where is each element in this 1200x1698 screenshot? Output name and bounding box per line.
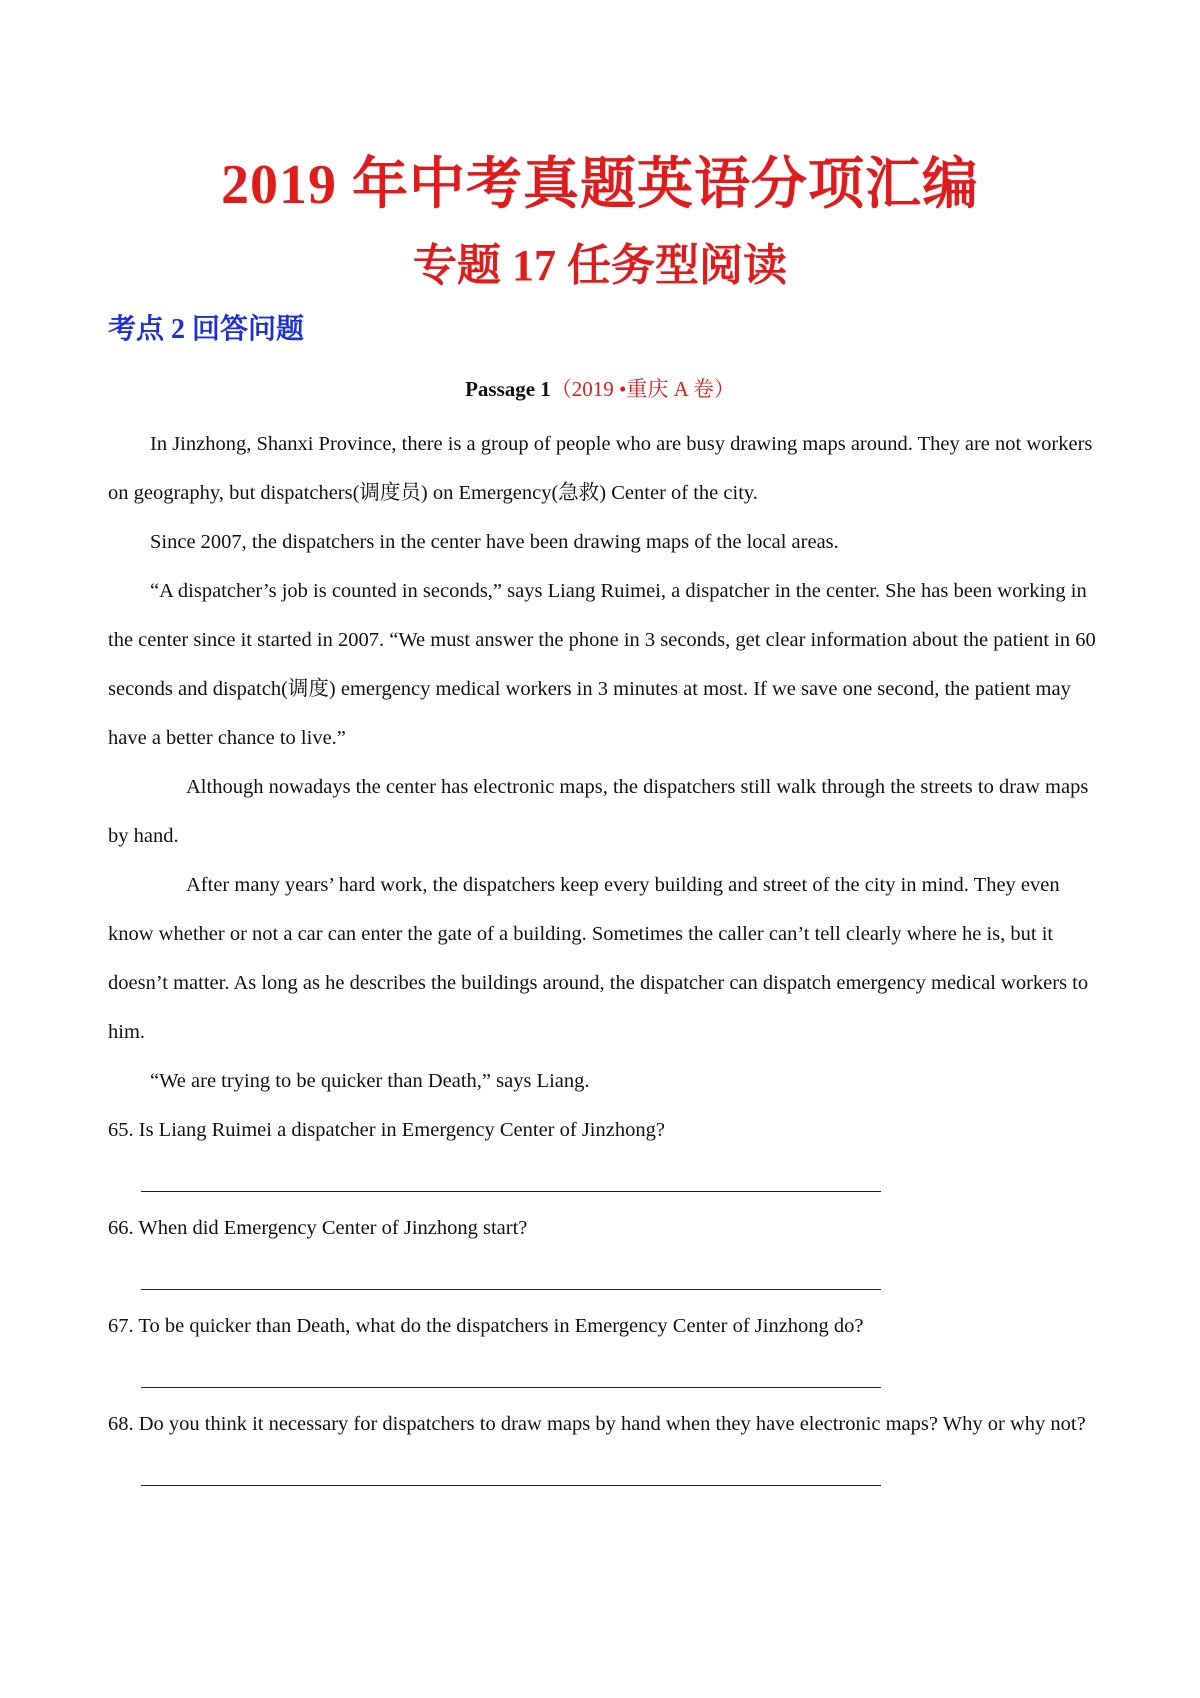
answer-line[interactable] (141, 1351, 881, 1400)
paragraph: “A dispatcher’s job is counted in seconds,” says Liang Ruimei, a dispatcher in the center. She has been working in the center since it started in 2007. “We must answer the phone in 3 seconds, get clear information about the patient in 60 seconds and dispatch(调度) emergency medical workers in 3 minutes at most. If we save one second, the patient may have a better chance to live.” (108, 580, 1096, 749)
paragraph: Although nowadays the center has electronic maps, the dispatchers still walk through the streets to draw maps by hand. (108, 776, 1089, 847)
question: 67. To be quicker than Death, what do the dispatchers in Emergency Center of Jinzhong do? (108, 1315, 864, 1337)
passage-heading (0, 374, 1200, 404)
section-heading: 考点 2 回答问题 (108, 314, 305, 345)
page-title: 2019 年中考真题英语分项汇编 (221, 154, 979, 216)
passage-label: Passage 1 (465, 377, 551, 401)
passage-body (108, 420, 1098, 1498)
paragraph: After many years’ hard work, the dispatchers keep every building and street of the city in mind. They even know whether or not a car can enter the gate of a building. Sometimes the caller can’t tell clearly where he is, but it doesn’t matter. As long as he describes the buildings around, the dispatcher can dispatch emergency medical workers to him. (108, 874, 1089, 1043)
question: 66. When did Emergency Center of Jinzhong start? (108, 1217, 528, 1239)
paragraph: In Jinzhong, Shanxi Province, there is a group of people who are busy drawing maps around. They are not workers on geography, but dispatchers(调度员) on Emergency(急救) Center of the city. (108, 433, 1093, 504)
answer-line[interactable] (141, 1253, 881, 1302)
page-subtitle: 专题 17 任务型阅读 (413, 241, 787, 290)
passage-source: （2019 •重庆 A 卷） (550, 377, 735, 401)
paragraph: Since 2007, the dispatchers in the center have been drawing maps of the local areas. (150, 531, 839, 553)
answer-line[interactable] (141, 1449, 881, 1498)
paragraph: “We are trying to be quicker than Death,” says Liang. (150, 1070, 590, 1092)
question: 68. Do you think it necessary for dispatchers to draw maps by hand when they have electronic maps? Why or why not? (108, 1413, 1086, 1435)
question: 65. Is Liang Ruimei a dispatcher in Emergency Center of Jinzhong? (108, 1119, 665, 1141)
answer-line[interactable] (141, 1155, 881, 1204)
